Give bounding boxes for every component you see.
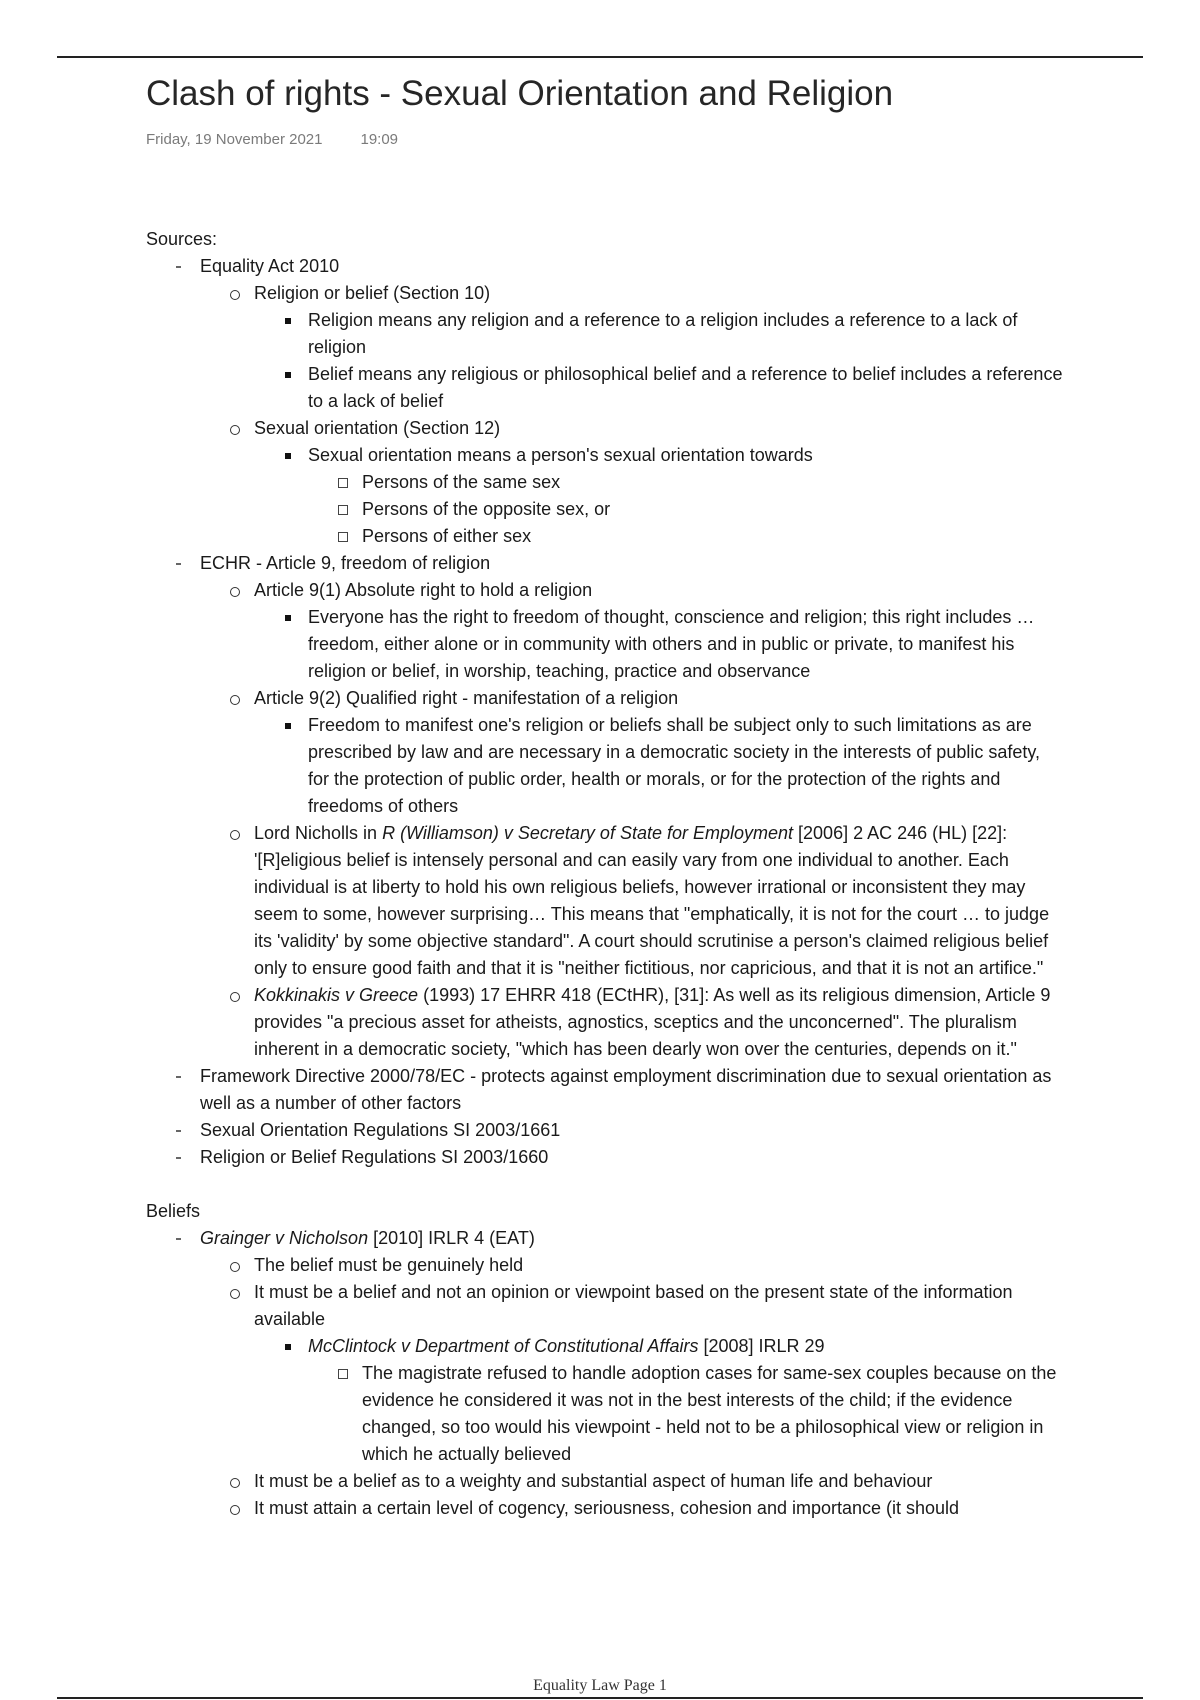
beliefs-heading: Beliefs (146, 1201, 201, 1221)
kokkinakis-quote: Kokkinakis v Greece (1993) 17 EHRR 418 (ECtHR), [31]: As well as its religious dimension, Article 9 provides "a precious asset for atheists, agnostics, sceptics and the unconcerned". The pluralism inherent in a democratic society, "which has been dearly won over the centuries, depends on it." (254, 985, 1051, 1059)
dash-bullet-icon (176, 1225, 181, 1252)
list-item: Persons of either sex (308, 523, 1066, 550)
page-footer: Equality Law Page 1 (533, 1677, 667, 1694)
list-item: ECHR - Article 9, freedom of religion Article 9(1) Absolute right to hold a religion Everyone has the right to freedom of thought, conscience and religion; this right includes … freedom, either alone or in community with others and in public or private, to manifest his religion or belief, in worship, teaching, practice and observance Article 9(2) Qualified right - manifestation of a religion Freedom to manifest one's religion or beliefs shall be subject only to such limitations as are prescribed by law and are necessary in a democratic society in the interests of public safety, for the protection of public order, health or morals, or for the protection of the rights and freedoms of others Lord Nicholls in R (Williamson) v Secretary of State for Employment [2006] 2 AC 246 (HL) [22]: '[R]eligious belief is intensely personal and can easily vary from one individual to another. Each individual is at liberty to hold his own religious beliefs, however irrational or inconsistent they may seem to some, however surprising… This means that "emphatically, it is not for the court … to judge its 'validity' by some objective standard". A court should scrutinise a person's claimed religious belief only to ensure good faith and that it is "neither fictitious, nor capricious, and that it is not an artifice." Kokkinakis v Greece (1993) 17 EHRR 418 (ECtHR), [31]: As well as its religious dimension, Article 9 provides "a precious asset for atheists, agnostics, sceptics and the unconcerned". The pluralism inherent in a democratic society, "which has been dearly won over the centuries, depends on it." (146, 550, 1066, 1063)
dash-bullet-icon (176, 1063, 181, 1090)
circle-bullet-icon (230, 982, 240, 1009)
circle-bullet-icon (230, 280, 240, 307)
list-item: Equality Act 2010 Religion or belief (Section 10) Religion means any religion and a reference to a religion includes a reference to a lack of religion Belief means any religious or philosophical belief and a reference to belief includes a reference to a lack of belief Sexual orientation (Section 12) Sexual orientation means a person's sexual orientation towards Persons of the same sex Persons of the opposite sex, or Persons of either sex (146, 253, 1066, 550)
circle-bullet-icon (230, 577, 240, 604)
empty-square-bullet-icon (338, 1360, 348, 1387)
page-meta (146, 131, 398, 148)
list-item: It must attain a certain level of cogency, seriousness, cohesion and importance (it should (200, 1495, 1066, 1522)
case-name: R (Williamson) v Secretary of State for Employment (382, 823, 794, 843)
square-bullet-icon (285, 713, 291, 740)
list-item: Belief means any religious or philosophical belief and a reference to belief includes a reference to a lack of belief (254, 361, 1066, 415)
list-item: Freedom to manifest one's religion or beliefs shall be subject only to such limitations as are prescribed by law and are necessary in a democratic society in the interests of public safety, for the protection of public order, health or morals, or for the protection of the rights and freedoms of others (254, 712, 1066, 820)
circle-bullet-icon (230, 1495, 240, 1522)
square-bullet-icon (285, 1334, 291, 1361)
list-item: It must be a belief and not an opinion or viewpoint based on the present state of the information available McClintock v Department of Constitutional Affairs [2008] IRLR 29 The magistrate refused to handle adoption cases for same-sex couples because on the evidence he considered it was not in the best interests of the child; if the evidence changed, so too would his viewpoint - held not to be a philosophical view or religion in which he actually believed (200, 1279, 1066, 1468)
empty-square-bullet-icon (338, 469, 348, 496)
empty-square-bullet-icon (338, 523, 348, 550)
circle-bullet-icon (230, 820, 240, 847)
list-item: Persons of the same sex (308, 469, 1066, 496)
circle-bullet-icon (230, 1252, 240, 1279)
page-date: Friday, 19 November 2021 (146, 131, 323, 148)
top-rule (57, 56, 1143, 58)
square-bullet-icon (285, 308, 291, 335)
beliefs-list (146, 1225, 1066, 1522)
list-item: Article 9(2) Qualified right - manifestation of a religion Freedom to manifest one's religion or beliefs shall be subject only to such limitations as are prescribed by law and are necessary in a democratic society in the interests of public safety, for the protection of public order, health or morals, or for the protection of the rights and freedoms of others (200, 685, 1066, 820)
dash-bullet-icon (176, 1117, 181, 1144)
page-title: Clash of rights - Sexual Orientation and Religion (146, 74, 894, 113)
square-bullet-icon (285, 443, 291, 470)
dash-bullet-icon (176, 550, 181, 577)
empty-square-bullet-icon (338, 496, 348, 523)
list-item: Framework Directive 2000/78/EC - protects against employment discrimination due to sexual orientation as well as a number of other factors (146, 1063, 1066, 1117)
list-item: Sexual Orientation Regulations SI 2003/1661 (146, 1117, 1066, 1144)
dash-bullet-icon (176, 1144, 181, 1171)
list-item: McClintock v Department of Constitutional Affairs [2008] IRLR 29 The magistrate refused to handle adoption cases for same-sex couples because on the evidence he considered it was not in the best interests of the child; if the evidence changed, so too would his viewpoint - held not to be a philosophical view or religion in which he actually believed (254, 1333, 1066, 1468)
bottom-rule (57, 1697, 1143, 1699)
case-name: Grainger v Nicholson (200, 1228, 369, 1248)
list-item: Sexual orientation (Section 12) Sexual orientation means a person's sexual orientation towards Persons of the same sex Persons of the opposite sex, or Persons of either sex (200, 415, 1066, 550)
sources-heading: Sources: (146, 229, 218, 249)
square-bullet-icon (285, 605, 291, 632)
list-item: Religion or belief (Section 10) Religion means any religion and a reference to a religion includes a reference to a lack of religion Belief means any religious or philosophical belief and a reference to belief includes a reference to a lack of belief (200, 280, 1066, 415)
list-item: Religion or Belief Regulations SI 2003/1660 (146, 1144, 1066, 1171)
case-name: Kokkinakis v Greece (254, 985, 419, 1005)
list-item: Sexual orientation means a person's sexual orientation towards Persons of the same sex Persons of the opposite sex, or Persons of either sex (254, 442, 1066, 550)
list-item (200, 820, 1066, 982)
list-item: The magistrate refused to handle adoption cases for same-sex couples because on the evidence he considered it was not in the best interests of the child; if the evidence changed, so too would his viewpoint - held not to be a philosophical view or religion in which he actually believed (308, 1360, 1066, 1468)
list-item (200, 982, 1066, 1063)
list-item: It must be a belief as to a weighty and substantial aspect of human life and behaviour (200, 1468, 1066, 1495)
list-item: Grainger v Nicholson [2010] IRLR 4 (EAT) The belief must be genuinely held It must be a belief and not an opinion or viewpoint based on the present state of the information available McClintock v Department of Constitutional Affairs [2008] IRLR 29 The magistrate refused to handle adoption cases for same-sex couples because on the evidence he considered it was not in the best interests of the child; if the evidence changed, so too would his viewpoint - held not to be a philosophical view or religion in which he actually believed It must be a belief as to a weighty and substantial aspect of human life and behaviour It must attain a certain level of cogency, seriousness, cohesion and importance (it should (146, 1225, 1066, 1522)
circle-bullet-icon (230, 685, 240, 712)
list-item: Religion means any religion and a reference to a religion includes a reference to a lack of religion (254, 307, 1066, 361)
case-name: McClintock v Department of Constitutional Affairs (308, 1336, 699, 1356)
list-item: Everyone has the right to freedom of thought, conscience and religion; this right includes … freedom, either alone or in community with others and in public or private, to manifest his religion or belief, in worship, teaching, practice and observance (254, 604, 1066, 685)
page-time: 19:09 (360, 131, 399, 148)
sources-list (146, 253, 1066, 1171)
list-item: The belief must be genuinely held (200, 1252, 1066, 1279)
list-item: Article 9(1) Absolute right to hold a religion Everyone has the right to freedom of thought, conscience and religion; this right includes … freedom, either alone or in community with others and in public or private, to manifest his religion or belief, in worship, teaching, practice and observance (200, 577, 1066, 685)
list-item: Persons of the opposite sex, or (308, 496, 1066, 523)
note-body (146, 226, 1066, 1522)
square-bullet-icon (285, 362, 291, 389)
circle-bullet-icon (230, 1468, 240, 1495)
nicholls-quote: Lord Nicholls in R (Williamson) v Secretary of State for Employment [2006] 2 AC 246 (HL) [22]: '[R]eligious belief is intensely personal and can easily vary from one individual to another. Each individual is at liberty to hold his own religious beliefs, however irrational or inconsistent they may seem to some, however surprising… This means that "emphatically, it is not for the court … to judge its 'validity' by some objective standard". A court should scrutinise a person's claimed religious belief only to ensure good faith and that it is "neither fictitious, nor capricious, and that it is not an artifice." (254, 823, 1050, 978)
dash-bullet-icon (176, 253, 181, 280)
circle-bullet-icon (230, 415, 240, 442)
circle-bullet-icon (230, 1279, 240, 1306)
